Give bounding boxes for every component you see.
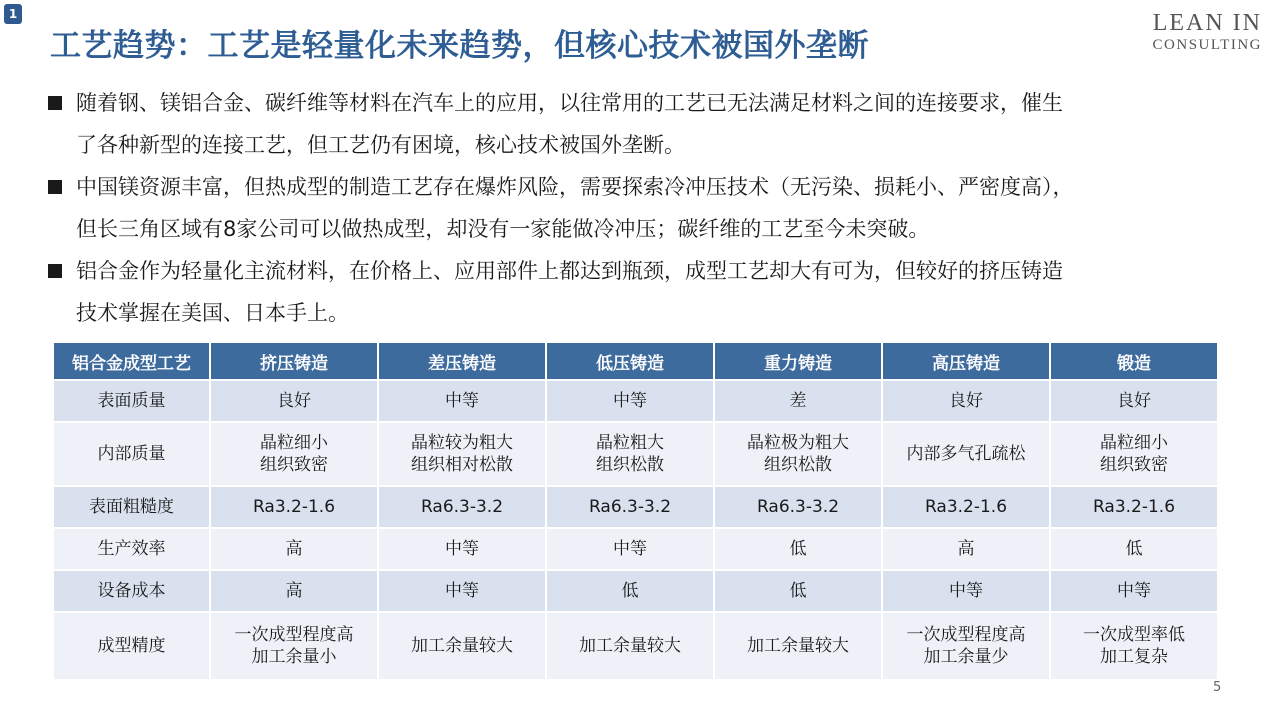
cell-text-line: 中等 <box>445 539 479 559</box>
company-logo <box>1153 10 1262 54</box>
cell-text-line: 中等 <box>949 581 983 601</box>
table-cell <box>715 529 881 569</box>
cell-text-line: 中等 <box>613 391 647 411</box>
table-cell <box>547 381 713 421</box>
table-cell <box>379 529 545 569</box>
cell-text-line: 加工余量少 <box>923 647 1009 667</box>
cell-text-line: 中等 <box>613 539 647 559</box>
bullet-text-line: 随着钢、镁铝合金、碳纤维等材料在汽车上的应用，以往常用的工艺已无法满足材料之间的连接要求，催生 <box>76 91 1063 115</box>
cell-text-line: 组织松散 <box>764 455 832 475</box>
cell-text-line: 高 <box>957 539 975 559</box>
bullet-square-icon <box>48 96 62 110</box>
cell-text-line: 中等 <box>445 391 479 411</box>
table-cell <box>1051 381 1217 421</box>
cell-text-line: 晶粒粗大 <box>596 433 664 453</box>
cell-text-line: 内部多气孔疏松 <box>906 444 1026 464</box>
table-cell <box>883 487 1049 527</box>
cell-text-line: 低 <box>1125 539 1143 559</box>
table-cell <box>883 529 1049 569</box>
table-row <box>54 381 1217 421</box>
table-header-cell: 锻造 <box>1051 343 1217 379</box>
row-label-cell: 内部质量 <box>54 423 209 485</box>
cell-text-line: 一次成型程度高 <box>234 625 354 645</box>
row-label-cell: 成型精度 <box>54 613 209 679</box>
table-cell <box>211 529 377 569</box>
bullet-item <box>46 82 1226 166</box>
cell-text-line: Ra6.3-3.2 <box>588 497 672 517</box>
table-cell <box>211 381 377 421</box>
table-header-row <box>54 343 1217 379</box>
table-cell <box>883 423 1049 485</box>
cell-text-line: 组织相对松散 <box>411 455 513 475</box>
cell-text-line: 良好 <box>949 391 983 411</box>
table-cell <box>547 423 713 485</box>
table-cell <box>715 381 881 421</box>
bullet-text-line: 铝合金作为轻量化主流材料，在价格上、应用部件上都达到瓶颈，成型工艺却大有可为，但较好的挤压铸造 <box>76 259 1063 283</box>
table-cell <box>211 423 377 485</box>
cell-text-line: 低 <box>789 581 807 601</box>
page-number: 5 <box>1213 680 1222 695</box>
table-cell <box>715 487 881 527</box>
bullet-item <box>46 166 1226 250</box>
table-cell <box>547 613 713 679</box>
table-cell <box>715 613 881 679</box>
table-header-cell: 低压铸造 <box>547 343 713 379</box>
cell-text-line: 低 <box>789 539 807 559</box>
table-cell <box>1051 529 1217 569</box>
table-cell <box>547 529 713 569</box>
table-cell <box>547 487 713 527</box>
cell-text-line: 良好 <box>1117 391 1151 411</box>
cell-text-line: Ra6.3-3.2 <box>756 497 840 517</box>
cell-text-line: 良好 <box>277 391 311 411</box>
cell-text-line: 晶粒细小 <box>1100 433 1168 453</box>
logo-line-1: LEAN IN <box>1152 10 1262 36</box>
table-cell <box>211 571 377 611</box>
slide-number-badge: 1 <box>4 4 22 24</box>
cell-text-line: Ra3.2-1.6 <box>252 497 336 517</box>
cell-text-line: Ra6.3-3.2 <box>420 497 504 517</box>
bullet-list <box>46 82 1226 334</box>
cell-text-line: 组织松散 <box>596 455 664 475</box>
table-row <box>54 613 1217 679</box>
row-label-cell: 表面质量 <box>54 381 209 421</box>
cell-text-line: 中等 <box>445 581 479 601</box>
cell-text-line: 中等 <box>1117 581 1151 601</box>
cell-text-line: 一次成型程度高 <box>906 625 1026 645</box>
row-label-cell: 生产效率 <box>54 529 209 569</box>
bullet-text-line: 中国镁资源丰富，但热成型的制造工艺存在爆炸风险，需要探索冷冲压技术（无污染、损耗小、严密度高）， <box>76 175 1074 199</box>
table-header-cell: 差压铸造 <box>379 343 545 379</box>
table-row <box>54 529 1217 569</box>
row-label-cell: 设备成本 <box>54 571 209 611</box>
bullet-text-line: 技术掌握在美国、日本手上。 <box>76 301 349 325</box>
table-cell <box>1051 487 1217 527</box>
cell-text-line: 加工复杂 <box>1100 647 1168 667</box>
table-cell <box>379 571 545 611</box>
table-row <box>54 487 1217 527</box>
logo-line-2: CONSULTING <box>1152 37 1262 53</box>
table-cell <box>1051 571 1217 611</box>
table-cell <box>883 571 1049 611</box>
bullet-square-icon <box>48 264 62 278</box>
process-comparison-table <box>52 341 1219 681</box>
table-cell <box>211 613 377 679</box>
cell-text-line: 低 <box>621 581 639 601</box>
cell-text-line: 加工余量较大 <box>411 636 513 656</box>
table-cell <box>715 571 881 611</box>
table-header-cell: 铝合金成型工艺 <box>54 343 209 379</box>
table-row <box>54 423 1217 485</box>
cell-text-line: 组织致密 <box>1100 455 1168 475</box>
slide-title: 工艺趋势：工艺是轻量化未来趋势，但核心技术被国外垄断 <box>50 28 869 64</box>
cell-text-line: 晶粒细小 <box>260 433 328 453</box>
table-cell <box>379 487 545 527</box>
table-header-cell: 重力铸造 <box>715 343 881 379</box>
table-cell <box>883 613 1049 679</box>
table-header-cell: 高压铸造 <box>883 343 1049 379</box>
table-cell <box>211 487 377 527</box>
table-row <box>54 571 1217 611</box>
cell-text-line: 晶粒极为粗大 <box>747 433 849 453</box>
cell-text-line: 加工余量较大 <box>747 636 849 656</box>
cell-text-line: 组织致密 <box>260 455 328 475</box>
bullet-text-line: 了各种新型的连接工艺，但工艺仍有困境，核心技术被国外垄断。 <box>76 133 685 157</box>
table-cell <box>1051 423 1217 485</box>
table-cell <box>715 423 881 485</box>
table-cell <box>547 571 713 611</box>
cell-text-line: Ra3.2-1.6 <box>1092 497 1176 517</box>
table-cell <box>379 381 545 421</box>
bullet-square-icon <box>48 180 62 194</box>
cell-text-line: 加工余量较大 <box>579 636 681 656</box>
table-cell <box>379 423 545 485</box>
cell-text-line: 晶粒较为粗大 <box>411 433 513 453</box>
cell-text-line: Ra3.2-1.6 <box>924 497 1008 517</box>
table-cell <box>883 381 1049 421</box>
bullet-item <box>46 250 1226 334</box>
table-header-cell: 挤压铸造 <box>211 343 377 379</box>
table-cell <box>379 613 545 679</box>
row-label-cell: 表面粗糙度 <box>54 487 209 527</box>
cell-text-line: 加工余量小 <box>251 647 337 667</box>
cell-text-line: 一次成型率低 <box>1083 625 1185 645</box>
cell-text-line: 差 <box>789 391 807 411</box>
cell-text-line: 高 <box>285 581 303 601</box>
table-cell <box>1051 613 1217 679</box>
bullet-text-line: 但长三角区域有8家公司可以做热成型，却没有一家能做冷冲压；碳纤维的工艺至今未突破。 <box>76 217 930 241</box>
cell-text-line: 高 <box>285 539 303 559</box>
